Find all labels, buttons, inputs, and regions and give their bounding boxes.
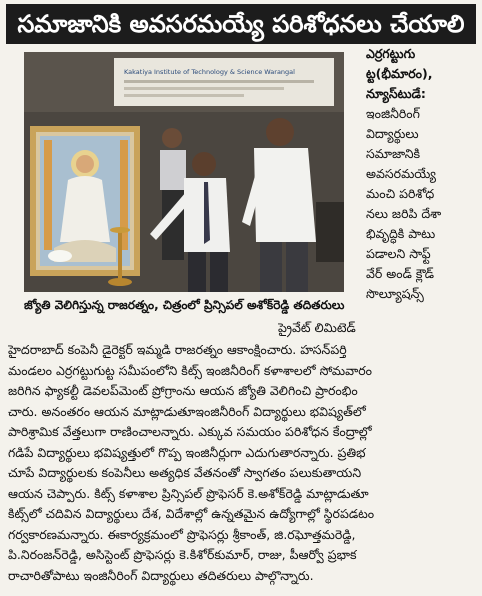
- news-photo: [24, 52, 344, 292]
- side-column-line: అవసరమయ్యే: [366, 166, 436, 181]
- side-column-line: నలు జరిపి దేశా: [366, 206, 442, 221]
- article-body: [8, 340, 478, 586]
- photo-caption: జ్యోతి వెలిగిస్తున్న రాజరత్నం, చిత్రంలో ప్రిన్సిపల్ అశోక్‌రెడ్డి తదితరులు: [24, 298, 345, 312]
- chair: [316, 202, 344, 262]
- banner-text: Kakatiya Institute of Technology & Science Warangal: [124, 68, 295, 76]
- side-column-line: సమాజానికి: [366, 146, 421, 161]
- side-column-line: భివృద్ధికి పాటు: [366, 226, 436, 241]
- body-text-line: చారు. అనంతరం ఆయన మాట్లాడుతూఇంజినీరింగ్ విద్యార్థులు భవిష్యత్‌లో: [8, 403, 366, 419]
- side-column-line: విద్యార్థులు: [366, 126, 419, 141]
- side-column-line: ఇంజినీరింగ్: [366, 106, 420, 121]
- body-text-line: పి.నిరంజన్‌రెడ్డి, అసిస్టెంట్ ప్రొఫెసర్లు కె.కిశోర్‌కుమార్, రాజు, పీఆర్వో ప్రభాక: [8, 547, 357, 562]
- news-today-tag: న్యూస్‌టుడే:: [366, 86, 426, 101]
- side-column-line: వేర్ అండ్ క్లౌడ్: [366, 266, 435, 281]
- headline: సమాజానికి అవసరమయ్యే పరిశోధనలు చేయాలి: [6, 4, 476, 44]
- body-text-line: గర్వకారణమన్నారు. ఈకార్యక్రమంలో ప్రొఫెసర్లు శ్రీకాంత్, జి.రఘోత్తమరెడ్డి,: [8, 526, 356, 542]
- side-column-line: పడాలని సాఫ్ట్: [366, 246, 431, 261]
- body-text-line: చూపే విద్యార్థులకు కంపెనీలు అత్యధిక వేతనంతో స్వాగతం పలుకుతాయని: [8, 465, 362, 480]
- body-text-line: జరిగిన ఫ్యాకల్టీ డెవలప్‌మెంట్ ప్రోగ్రాంను ఆయన జ్యోతి వెలిగించి ప్రారంభిం: [8, 383, 358, 398]
- framed-portrait: [30, 126, 140, 276]
- side-column: [366, 44, 476, 304]
- body-text-line: ఆయన చెప్పారు. కిట్స్ కళాశాల ప్రిన్సిపల్ ప్రొఫెసర్ కె.అశోక్‌రెడ్డి మాట్లాడుతూ: [8, 485, 369, 501]
- body-text-line: కిట్స్‌లో చదివిన విద్యార్థులు దేశ, విదేశాల్లో ఉన్నతమైన ఉద్యోగాల్లో స్థిరపడటం: [8, 506, 375, 521]
- body-text-line: ప్రైవేట్ లిమిటెడ్: [278, 320, 356, 335]
- side-column-line: మంచి పరిశోధ: [366, 186, 435, 201]
- body-text-line: హైదరాబాద్ కంపెనీ డైరెక్టర్ ఇమ్మడి రాజరత్నం ఆకాంక్షించారు. హసన్‌పర్తి: [8, 342, 347, 357]
- body-text-line: గడిపే విద్యార్థులు భవిష్యత్తులో గొప్ప ఇంజినీర్లుగా ఎదుగుతారన్నారు. ప్రతిభ: [8, 444, 366, 460]
- dateline: ఎర్రగట్టుగు: [366, 46, 416, 61]
- body-text-line: మండలం ఎర్రగట్టుగుట్ట సమీపంలోని కిట్స్ ఇంజినీరింగ్ కళాశాలలో సోమవారం: [8, 362, 372, 378]
- body-text-line: పారిశ్రామిక వేత్తలుగా రాణించాలన్నారు. ఎక్కువ సమయం పరిశోధన కేంద్రాల్లో: [8, 424, 372, 439]
- body-text-line: రాచారితోపాటు ఇంజినీరింగ్ విద్యార్థులు తదితరులు పాల్గొన్నారు.: [8, 567, 314, 583]
- side-column-line: సొల్యూషన్స్: [366, 286, 424, 301]
- dateline: ట్ట(భీమారం),: [366, 66, 433, 81]
